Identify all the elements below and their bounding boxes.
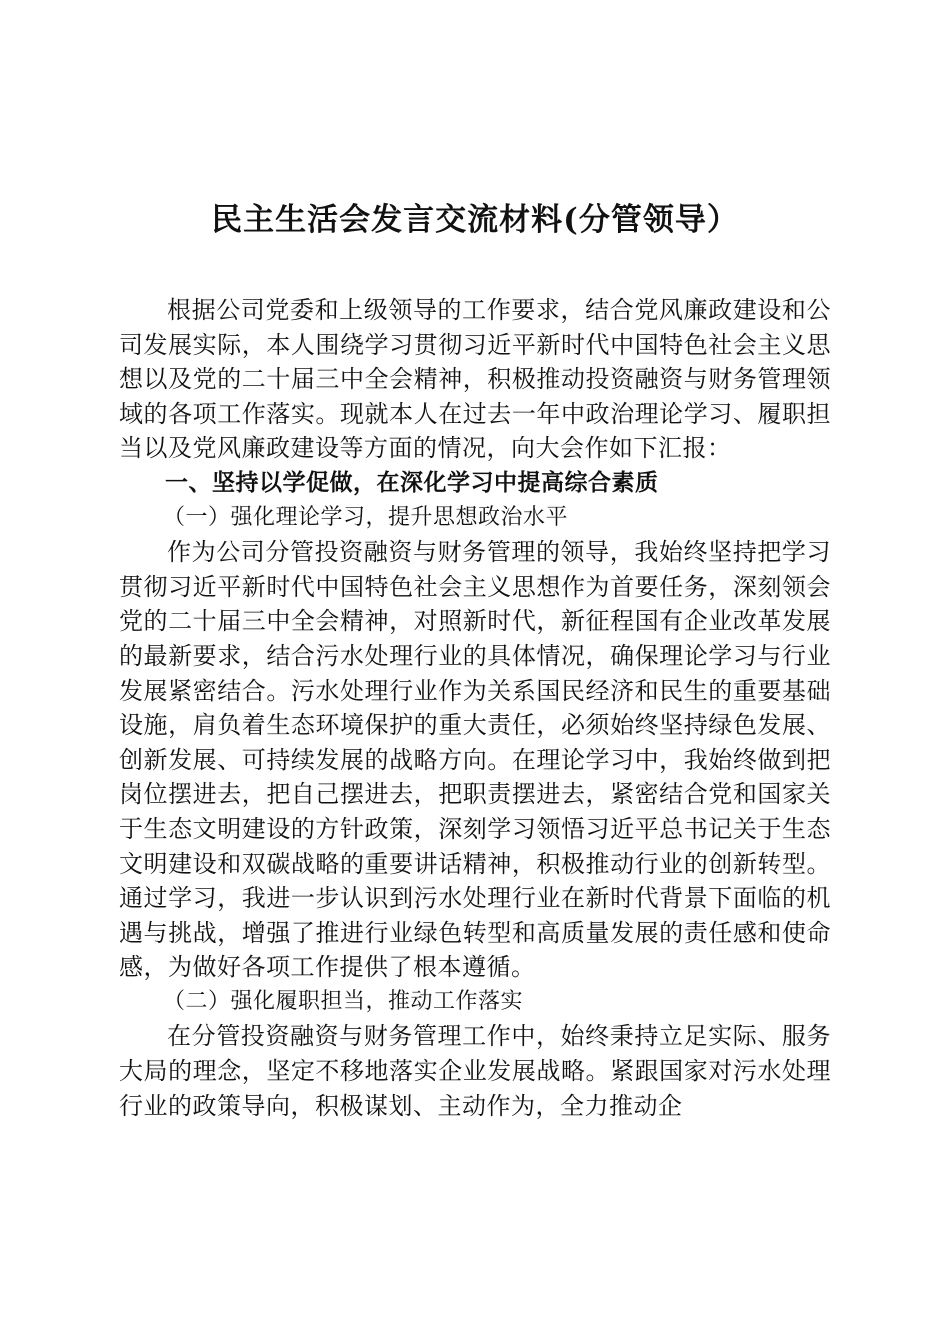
subsection-2-heading: （二）强化履职担当，推动工作落实	[163, 988, 524, 1014]
document-body	[119, 293, 831, 1123]
subsection-1-heading: （一）强化理论学习，提升思想政治水平	[163, 504, 569, 530]
subsection-2-paragraph: 在分管投资融资与财务管理工作中，始终秉持立足实际、服务大局的理念，坚定不移地落实企业发展战略。紧跟国家对污水处理行业的政策导向，积极谋划、主动作为，全力推动企	[119, 1022, 831, 1120]
subsection-1-paragraph: 作为公司分管投资融资与财务管理的领导，我始终坚持把学习贯彻习近平新时代中国特色社会主义思想作为首要任务，深刻领会党的二十届三中全会精神，对照新时代，新征程国有企业改革发展的最新要求，结合污水处理行业的具体情况，确保理论学习与行业发展紧密结合。污水处理行业作为关系国民经济和民生的重要基础设施，肩负着生态环境保护的重大责任，必须始终坚持绿色发展、创新发展、可持续发展的战略方向。在理论学习中，我始终做到把岗位摆进去，把自己摆进去，把职责摆进去，紧密结合党和国家关于生态文明建设的方针政策，深刻学习领悟习近平总书记关于生态文明建设和双碳战略的重要讲话精神，积极推动行业的创新转型。通过学习，我进一步认识到污水处理行业在新时代背景下面临的机遇与挑战，增强了推进行业绿色转型和高质量发展的责任感和使命感，为做好各项工作提供了根本遵循。	[119, 538, 831, 982]
section-1-heading: 一、坚持以学促做，在深化学习中提高综合素质	[165, 469, 659, 496]
intro-paragraph: 根据公司党委和上级领导的工作要求，结合党风廉政建设和公司发展实际，本人围绕学习贯彻习近平新时代中国特色社会主义思想以及党的二十届三中全会精神，积极推动投资融资与财务管理领域的各项工作落实。现就本人在过去一年中政治理论学习、履职担当以及党风廉政建设等方面的情况，向大会作如下汇报：	[119, 296, 831, 463]
document-title: 民主生活会发言交流材料(分管领导）	[211, 202, 739, 238]
